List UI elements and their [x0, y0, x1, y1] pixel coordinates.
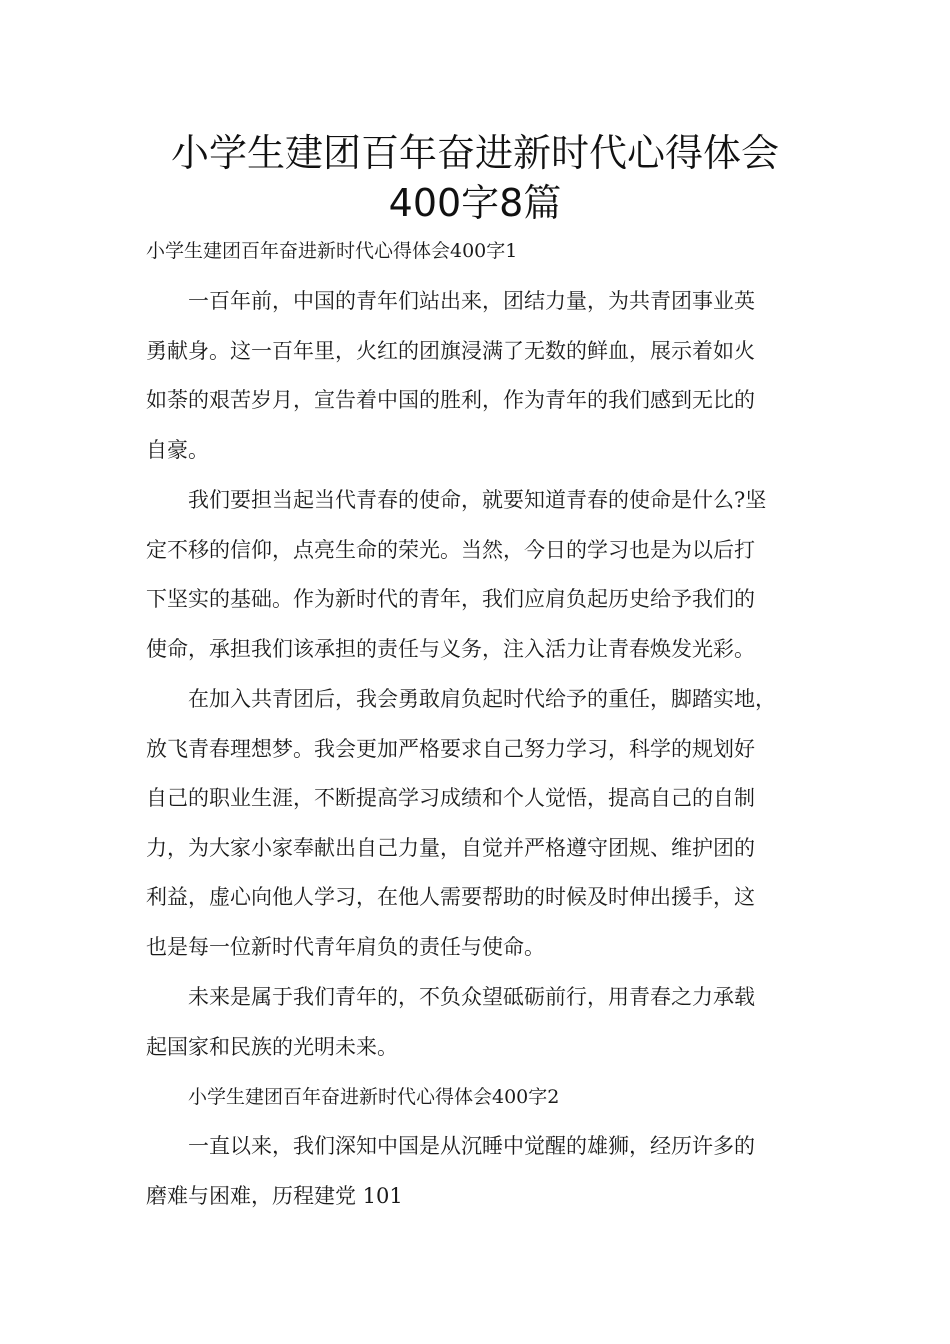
paragraph-line: 如荼的艰苦岁月，宣告着中国的胜利，作为青年的我们感到无比的 [146, 388, 755, 412]
paragraph-line: 一百年前，中国的青年们站出来，团结力量，为共青团事业英 [188, 289, 755, 313]
section-heading-1: 小学生建团百年奋进新时代心得体会400字1 [146, 240, 518, 262]
document-title-line-1: 小学生建团百年奋进新时代心得体会 [170, 131, 779, 175]
paragraph-line: 自己的职业生涯，不断提高学习成绩和个人觉悟，提高自己的自制 [146, 786, 755, 810]
paragraph-line: 勇献身。这一百年里，火红的团旗浸满了无数的鲜血，展示着如火 [146, 339, 755, 363]
paragraph-line: 我们要担当起当代青春的使命，就要知道青春的使命是什么?坚 [188, 488, 767, 512]
paragraph-line: 起国家和民族的光明未来。 [146, 1035, 398, 1059]
paragraph-line: 下坚实的基础。作为新时代的青年，我们应肩负起历史给予我们的 [146, 587, 755, 611]
paragraph-line: 在加入共青团后，我会勇敢肩负起时代给予的重任，脚踏实地， [188, 687, 776, 711]
paragraph-line: 放飞青春理想梦。我会更加严格要求自己努力学习，科学的规划好 [146, 737, 755, 761]
paragraph-line: 使命，承担我们该承担的责任与义务，注入活力让青春焕发光彩。 [146, 637, 755, 661]
paragraph-line: 一直以来，我们深知中国是从沉睡中觉醒的雄狮，经历许多的 [188, 1134, 755, 1158]
paragraph-line: 力，为大家小家奉献出自己力量，自觉并严格遵守团规、维护团的 [146, 836, 755, 860]
paragraph-line: 也是每一位新时代青年肩负的责任与使命。 [146, 935, 545, 959]
section-heading-2: 小学生建团百年奋进新时代心得体会400字2 [188, 1086, 560, 1108]
paragraph-line: 定不移的信仰，点亮生命的荣光。当然，今日的学习也是为以后打 [146, 538, 755, 562]
paragraph-line: 自豪。 [146, 438, 209, 462]
document-title-line-2: 400字8篇 [388, 181, 562, 225]
paragraph-line: 利益，虚心向他人学习，在他人需要帮助的时候及时伸出援手，这 [146, 885, 755, 909]
paragraph-line: 未来是属于我们青年的，不负众望砥砺前行，用青春之力承载 [188, 985, 755, 1009]
paragraph-line: 磨难与困难，历程建党 101 [146, 1184, 403, 1208]
